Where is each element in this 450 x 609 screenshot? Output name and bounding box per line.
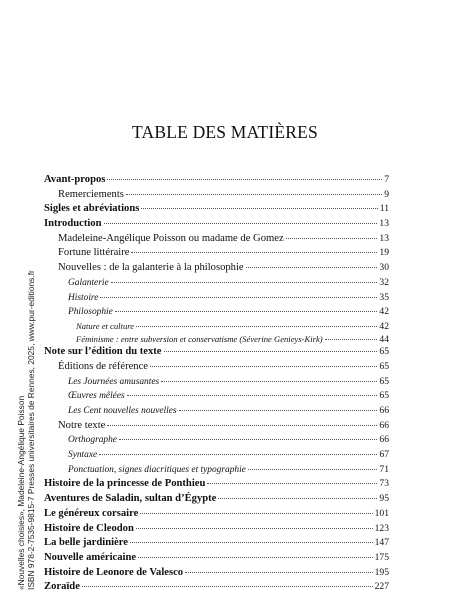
toc-entry-label: Galanterie — [68, 277, 109, 288]
toc-entry-page: 65 — [379, 360, 389, 372]
side-notice-line-2: ISBN 978-2-7535-9815-7 Presses universitaires de Rennes, 2025, www.pur-editions.fr — [26, 270, 36, 590]
toc-entry — [44, 448, 389, 463]
toc-entry-page: 42 — [379, 306, 389, 318]
toc-entry-label: Introduction — [44, 218, 102, 230]
toc-leader-dots — [104, 223, 378, 224]
side-copyright-notice — [0, 0, 36, 609]
side-notice-line-1: «Nouvelles choisies», Madeleine-Angélique Poisson — [16, 395, 26, 590]
page-title: TABLE DES MATIÈRES — [132, 122, 318, 142]
toc-leader-dots — [325, 339, 378, 340]
toc-leader-dots — [127, 395, 378, 396]
toc-leader-dots — [164, 351, 378, 352]
toc-entry-page: 66 — [379, 434, 389, 446]
toc-entry — [44, 246, 389, 261]
toc-entry — [44, 404, 389, 419]
toc-entry — [44, 217, 389, 232]
toc-entry — [44, 333, 389, 346]
toc-entry-label: Histoire de Cleodon — [44, 522, 134, 534]
toc-entry-label: Histoire de Leonore de Valesco — [44, 566, 184, 578]
toc-entry — [44, 202, 389, 217]
toc-leader-dots — [179, 410, 378, 411]
toc-entry-page: 175 — [374, 551, 389, 563]
toc-entry-page: 65 — [379, 375, 389, 387]
toc-leader-dots — [286, 238, 378, 239]
toc-entry-page: 195 — [374, 566, 389, 578]
toc-leader-dots — [150, 366, 377, 367]
toc-entry-page: 66 — [379, 405, 389, 416]
toc-entry — [44, 320, 389, 333]
toc-leader-dots — [136, 326, 377, 327]
toc-entry-page: 65 — [379, 390, 389, 402]
toc-entry — [44, 492, 389, 507]
toc-entry-label: Histoire — [68, 292, 99, 303]
toc-entry — [44, 188, 389, 203]
toc-entry-label: Les Cent nouvelles nouvelles — [68, 406, 177, 416]
toc-entry-label: Remerciements — [58, 188, 124, 200]
toc-entry-label: Orthographe — [68, 435, 117, 446]
toc-entry — [44, 276, 389, 291]
toc-entry-label: Fortune littéraire — [58, 247, 130, 259]
toc-entry-label: Madeleine-Angélique Poisson ou madame de Gomez — [58, 232, 284, 244]
toc-entry-label: Aventures de Saladin, sultan d’Égypte — [44, 493, 217, 505]
toc-entry-label: La belle jardinière — [44, 537, 128, 549]
toc-leader-dots — [111, 282, 378, 283]
toc-entry-page: 227 — [374, 581, 389, 593]
toc-entry-label: Nature et culture — [76, 320, 135, 331]
toc-leader-dots — [126, 194, 382, 195]
toc-leader-dots — [107, 179, 382, 180]
toc-entry-label: Féminisme : entre subversion et conservatisme (Séverine Genieys-Kirk) — [76, 333, 323, 344]
toc-leader-dots — [207, 483, 377, 484]
toc-entry-page: 30 — [379, 262, 389, 274]
toc-leader-dots — [107, 425, 377, 426]
toc-leader-dots — [140, 513, 372, 514]
toc-entry — [44, 375, 389, 390]
toc-entry-page: 66 — [379, 419, 389, 431]
toc-entry-page: 9 — [384, 188, 389, 200]
toc-entry — [44, 433, 389, 448]
toc-entry-label: Le généreux corsaire — [44, 507, 139, 519]
toc-entry-label: Histoire de la princesse de Ponthieu — [44, 478, 206, 490]
toc-entry — [44, 551, 389, 566]
toc-entry-label: Les Journées amusantes — [68, 376, 160, 387]
toc-entry-page: 147 — [374, 537, 389, 549]
toc-entry — [44, 566, 389, 581]
toc-entry-page: 42 — [379, 320, 389, 332]
toc-entry-label: Zoraïde — [44, 581, 80, 593]
table-of-contents — [44, 173, 389, 595]
toc-leader-dots — [119, 439, 377, 440]
toc-leader-dots — [141, 208, 377, 209]
toc-leader-dots — [246, 267, 378, 268]
toc-entry-label: Nouvelle américaine — [44, 551, 137, 563]
toc-entry — [44, 261, 389, 276]
toc-entry-label: Ponctuation, signes diacritiques et typographie — [68, 464, 246, 475]
toc-leader-dots — [115, 311, 378, 312]
toc-leader-dots — [185, 572, 373, 573]
toc-entry-page: 71 — [379, 463, 389, 475]
toc-entry — [44, 463, 389, 478]
toc-entry-page: 11 — [379, 203, 389, 215]
toc-entry — [44, 305, 389, 320]
toc-entry-page: 123 — [374, 522, 389, 534]
toc-entry-label: Sigles et abréviations — [44, 203, 140, 215]
toc-entry — [44, 477, 389, 492]
toc-entry-page: 35 — [379, 291, 389, 303]
toc-entry — [44, 522, 389, 537]
toc-entry — [44, 291, 389, 306]
toc-entry — [44, 580, 389, 595]
toc-entry-page: 67 — [379, 449, 389, 461]
toc-entry-label: Nouvelles : de la galanterie à la philosophie — [58, 262, 244, 274]
toc-entry-page: 44 — [379, 333, 389, 345]
toc-entry — [44, 507, 389, 522]
toc-leader-dots — [218, 498, 377, 499]
toc-leader-dots — [100, 297, 377, 298]
toc-leader-dots — [131, 252, 377, 253]
toc-entry — [44, 419, 389, 434]
toc-entry-page: 95 — [379, 493, 389, 505]
toc-entry — [44, 536, 389, 551]
toc-entry-page: 7 — [384, 174, 389, 185]
toc-entry-page: 13 — [379, 232, 389, 244]
toc-entry-label: Éditions de référence — [58, 360, 149, 372]
toc-leader-dots — [161, 381, 377, 382]
toc-entry-label: Œuvres mêlées — [68, 391, 125, 402]
toc-entry-label: Notre texte — [58, 419, 106, 431]
toc-entry-label: Philosophie — [68, 307, 113, 318]
toc-leader-dots — [138, 557, 373, 558]
toc-entry — [44, 389, 389, 404]
toc-leader-dots — [130, 542, 373, 543]
toc-entry — [44, 173, 389, 188]
toc-entry-page: 19 — [379, 247, 389, 259]
toc-entry-label: Note sur l’édition du texte — [44, 346, 162, 358]
toc-entry-page: 73 — [379, 478, 389, 490]
toc-entry — [44, 345, 389, 360]
toc-entry-page: 65 — [379, 346, 389, 358]
toc-leader-dots — [82, 586, 373, 587]
toc-leader-dots — [248, 469, 378, 470]
toc-entry-page: 32 — [379, 276, 389, 288]
toc-entry — [44, 232, 389, 247]
toc-leader-dots — [99, 454, 377, 455]
toc-entry-label: Syntaxe — [68, 450, 98, 461]
toc-entry-page: 13 — [379, 218, 389, 230]
toc-entry — [44, 360, 389, 375]
toc-entry-page: 101 — [374, 507, 389, 519]
toc-entry-label: Avant-propos — [44, 174, 106, 185]
toc-leader-dots — [136, 528, 373, 529]
